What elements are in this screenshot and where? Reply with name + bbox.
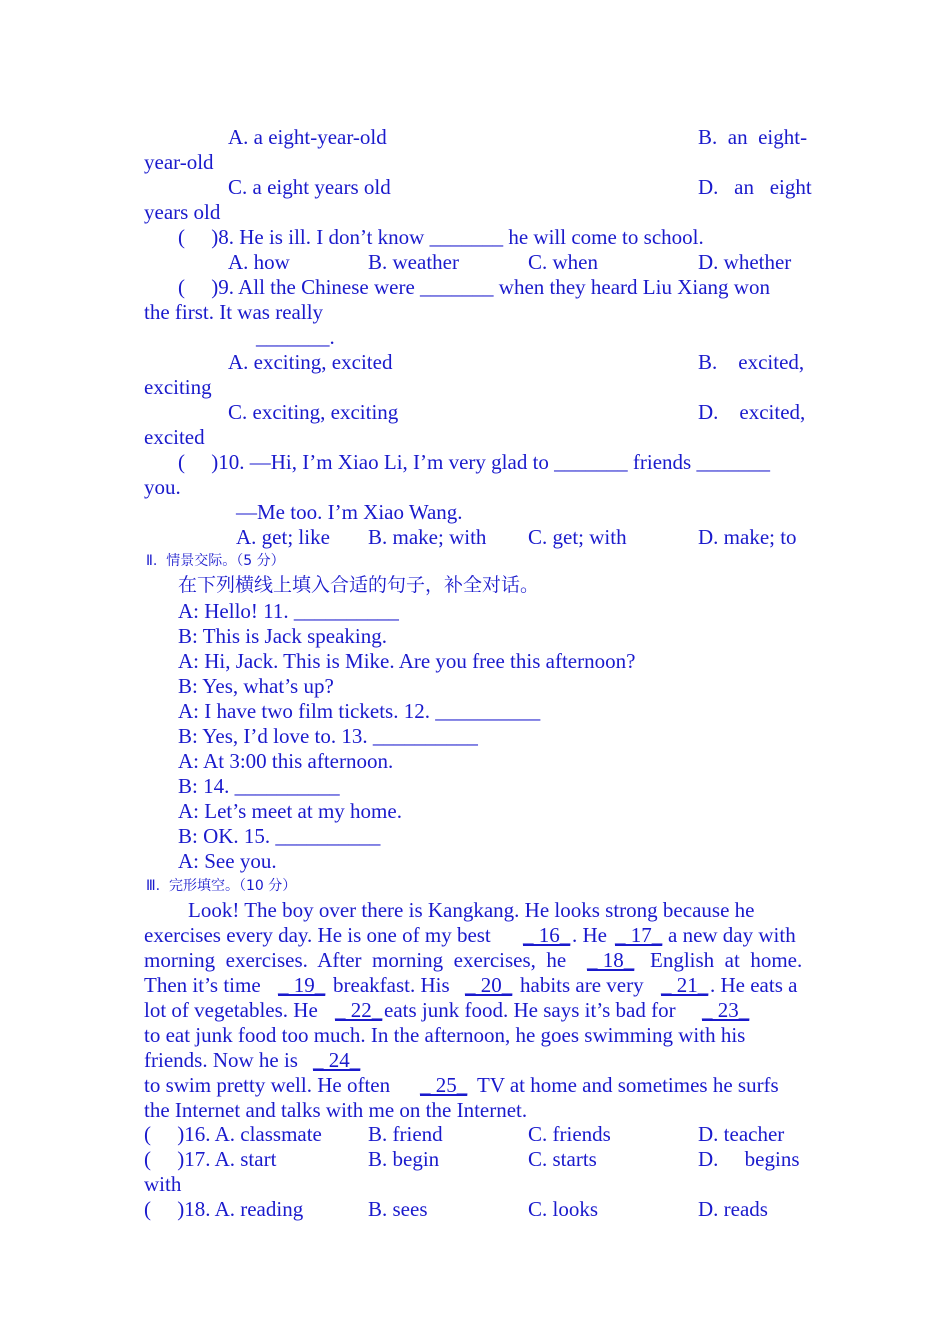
section-2-instruction: 在下列横线上填入合适的句子，补全对话。 <box>178 574 540 596</box>
q10-option-b: B. make; with <box>368 525 487 549</box>
passage-text: friends. Now he is <box>144 1048 298 1072</box>
dialogue-line: A: Hello! 11. __________ <box>178 599 399 623</box>
q7-option-b-cont: year-old <box>144 150 214 174</box>
passage-text: eats junk food. He says it’s bad for <box>384 998 676 1022</box>
passage-line: Look! The boy over there is Kangkang. He looks strong because he <box>188 898 755 922</box>
blank-17: _ 17_ <box>615 923 663 947</box>
dialogue-line: A: I have two film tickets. 12. __________ <box>178 699 541 723</box>
q9-option-b: B. excited, <box>698 350 805 374</box>
q9-stem: ( )9. All the Chinese were _______ when they heard Liu Xiang won <box>178 275 770 299</box>
q8-stem: ( )8. He is ill. I don’t know _______ he will come to school. <box>178 225 704 249</box>
dialogue-line: A: See you. <box>178 849 277 873</box>
dialogue-line: B: OK. 15. __________ <box>178 824 381 848</box>
dialogue-line: A: Let’s meet at my home. <box>178 799 402 823</box>
q9-option-c: C. exciting, exciting <box>228 400 399 424</box>
passage-text: exercises every day. He is one of my best <box>144 923 491 947</box>
section-2-heading: Ⅱ. 情景交际。（5 分） <box>146 553 285 569</box>
q10-stem-cont: you. <box>144 475 181 499</box>
q9-stem-blank: _______. <box>256 325 335 349</box>
passage-text: to swim pretty well. He often <box>144 1073 391 1097</box>
q8-option-c: C. when <box>528 250 598 274</box>
q9-option-d: D. excited, <box>698 400 806 424</box>
passage-text: . He <box>572 923 607 947</box>
q10-stem: ( )10. —Hi, I’m Xiao Li, I’m very glad to _______ friends _______ <box>178 450 770 474</box>
dialogue-line: A: At 3:00 this afternoon. <box>178 749 394 773</box>
passage-line: the Internet and talks with me on the Internet. <box>144 1098 528 1122</box>
q18-option-d: D. reads <box>698 1197 768 1221</box>
passage-text: English at home. <box>650 948 803 972</box>
blank-23: _ 23_ <box>702 998 750 1022</box>
q7-option-c: C. a eight years old <box>228 175 391 199</box>
q16-option-d: D. teacher <box>698 1122 785 1146</box>
q9-option-a: A. exciting, excited <box>228 350 393 374</box>
q10-option-d: D. make; to <box>698 525 797 549</box>
blank-21: _ 21_ <box>661 973 709 997</box>
blank-22: _ 22_ <box>335 998 383 1022</box>
q8-option-b: B. weather <box>368 250 459 274</box>
q18-option-c: C. looks <box>528 1197 599 1221</box>
passage-text: morning exercises. After morning exercises, he <box>144 948 567 972</box>
dialogue-line: B: Yes, I’d love to. 13. __________ <box>178 724 478 748</box>
q8-option-d: D. whether <box>698 250 792 274</box>
dialogue-line: B: Yes, what’s up? <box>178 674 334 698</box>
blank-16: _ 16_ <box>523 923 571 947</box>
passage-text: . He eats a <box>710 973 798 997</box>
q17-stem: ( )17. A. start <box>144 1147 277 1171</box>
q16-stem: ( )16. A. classmate <box>144 1122 322 1146</box>
q17-option-c: C. starts <box>528 1147 597 1171</box>
section-3-heading: Ⅲ. 完形填空。（10 分） <box>146 878 297 894</box>
q7-option-d: D. an eight <box>698 175 812 199</box>
q9-option-b-cont: exciting <box>144 375 212 399</box>
passage-line: to eat junk food too much. In the afternoon, he goes swimming with his <box>144 1023 746 1047</box>
dialogue-line: B: 14. __________ <box>178 774 340 798</box>
q10-option-c: C. get; with <box>528 525 627 549</box>
q17-option-d: D. begins <box>698 1147 800 1171</box>
dialogue-line: A: Hi, Jack. This is Mike. Are you free this afternoon? <box>178 649 636 673</box>
q10-option-a: A. get; like <box>236 525 330 549</box>
passage-text: breakfast. His <box>333 973 450 997</box>
q8-option-a: A. how <box>228 250 290 274</box>
q18-stem: ( )18. A. reading <box>144 1197 304 1221</box>
dialogue-line: B: This is Jack speaking. <box>178 624 388 648</box>
q16-option-b: B. friend <box>368 1122 443 1146</box>
passage-text: lot of vegetables. He <box>144 998 318 1022</box>
passage-text: habits are very <box>520 973 644 997</box>
passage-text: TV at home and sometimes he surfs <box>477 1073 779 1097</box>
passage-text: a new day with <box>668 923 796 947</box>
blank-18: _ 18_ <box>587 948 635 972</box>
passage-text: Then it’s time <box>144 973 261 997</box>
blank-19: _ 19_ <box>278 973 326 997</box>
q10-reply: —Me too. I’m Xiao Wang. <box>236 500 463 524</box>
q7-option-d-cont: years old <box>144 200 221 224</box>
q7-option-a: A. a eight-year-old <box>228 125 387 149</box>
blank-20: _ 20_ <box>465 973 513 997</box>
blank-24: _ 24_ <box>313 1048 361 1072</box>
q9-stem-cont: the first. It was really <box>144 300 324 324</box>
blank-25: _ 25_ <box>420 1073 468 1097</box>
q17-option-b: B. begin <box>368 1147 440 1171</box>
q7-option-b: B. an eight- <box>698 125 808 149</box>
q16-option-c: C. friends <box>528 1122 611 1146</box>
q18-option-b: B. sees <box>368 1197 428 1221</box>
q17-option-d-cont: with <box>144 1172 182 1196</box>
q9-option-d-cont: excited <box>144 425 205 449</box>
